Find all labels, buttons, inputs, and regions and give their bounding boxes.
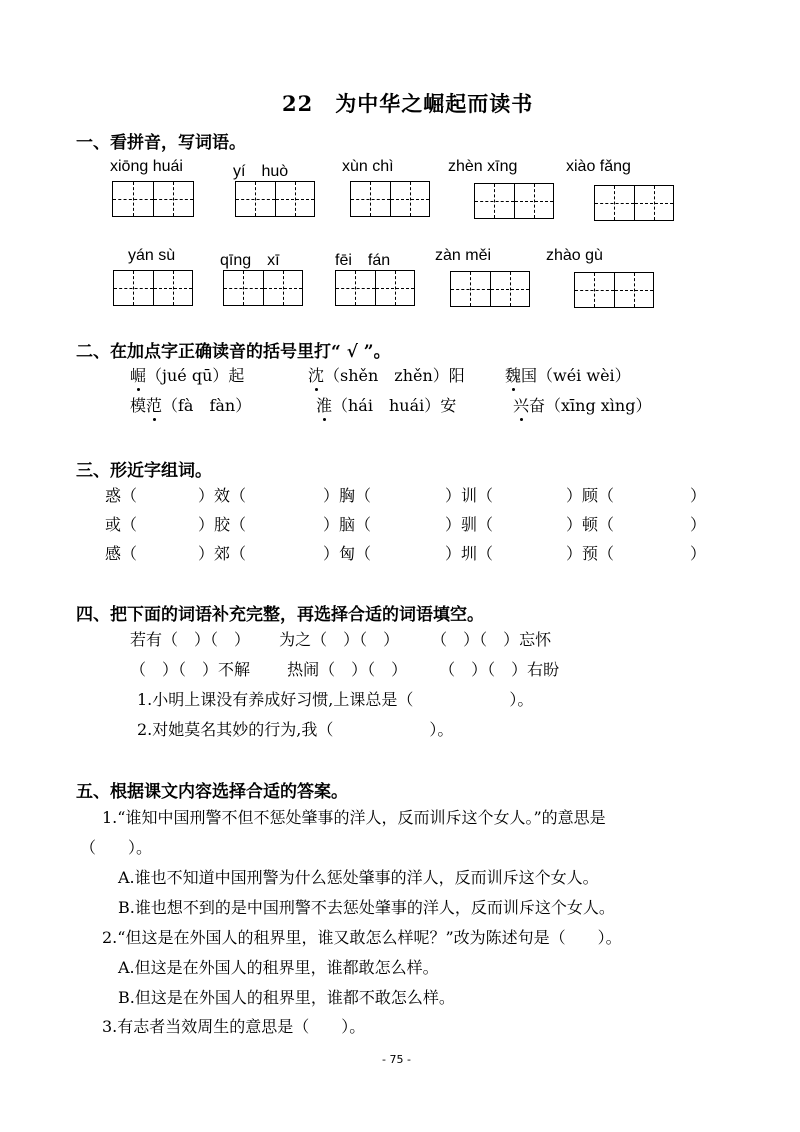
section-2-heading: 二、在加点字正确读音的括号里打“ √ ”。 <box>76 342 391 362</box>
pinyin-label: yí huò <box>233 163 289 180</box>
char-blank: ）效（ <box>198 486 247 505</box>
writing-grid[interactable] <box>594 185 674 221</box>
pinyin-label: zàn měi <box>435 247 492 264</box>
writing-grid[interactable] <box>113 270 193 306</box>
writing-grid[interactable] <box>450 271 530 307</box>
char-blank: ） <box>690 544 707 563</box>
fill-question: 2.对她莫名其妙的行为,我（ ）。 <box>137 720 454 739</box>
reading-item: 沈（shěn zhěn）阳 <box>308 366 465 385</box>
char-blank: ）郊（ <box>198 544 247 563</box>
char-blank: ）胸（ <box>323 486 372 505</box>
char-group-row <box>0 541 800 561</box>
section-4-heading: 四、把下面的词语补充完整，再选择合适的词语填空。 <box>76 605 484 625</box>
pinyin-label: qīng xī <box>220 252 280 269</box>
reading-item: 淮（hái huái）安 <box>316 396 457 415</box>
char-blank: ）圳（ <box>445 544 494 563</box>
reading-item: 兴奋（xīng xìng） <box>513 396 652 415</box>
char-blank: 感（ <box>105 544 138 563</box>
reading-item: 模范（fà fàn） <box>130 396 252 415</box>
reading-item: 魏国（wéi wèi） <box>505 366 631 385</box>
pinyin-label: zhèn xīng <box>448 158 518 175</box>
question: 3.有志者当效周生的意思是（ ）。 <box>102 1017 366 1036</box>
emphasis-dot <box>137 388 140 391</box>
writing-grid[interactable] <box>350 181 430 217</box>
option-a: A.但这是在外国人的租界里，谁都敢怎么样。 <box>118 958 439 977</box>
emphasis-dot <box>520 418 523 421</box>
char-blank: ）驯（ <box>445 515 494 534</box>
char-blank: ）预（ <box>566 544 615 563</box>
emphasis-dot <box>315 388 318 391</box>
writing-grid[interactable] <box>223 270 303 306</box>
char-blank: ）匈（ <box>323 544 372 563</box>
char-blank: 或（ <box>105 515 138 534</box>
pinyin-label: xiào fǎng <box>566 158 631 175</box>
char-blank: ）顾（ <box>566 486 615 505</box>
option-b: B.但这是在外国人的租界里，谁都不敢怎么样。 <box>118 988 455 1007</box>
idiom-line: 若有（ ）（ ） 为之（ ）（ ） （ ）（ ）忘怀 <box>130 630 552 649</box>
emphasis-dot <box>153 418 156 421</box>
writing-grid[interactable] <box>574 272 654 308</box>
option-b: B.谁也想不到的是中国刑警不去惩处肇事的洋人，反而训斥这个女人。 <box>118 898 615 917</box>
option-a: A.谁也不知道中国刑警为什么惩处肇事的洋人，反而训斥这个女人。 <box>118 868 599 887</box>
pinyin-label: fēi fán <box>335 252 391 269</box>
pinyin-label: yán sù <box>128 247 176 264</box>
char-group-row <box>0 512 800 532</box>
idiom-line: （ ）（ ）不解 热闹（ ）（ ） （ ）（ ）右盼 <box>130 660 560 679</box>
reading-item: 崛（jué qū）起 <box>130 366 245 385</box>
section-3-heading: 三、形近字组词。 <box>76 461 212 481</box>
char-blank: ）顿（ <box>566 515 615 534</box>
emphasis-dot <box>323 418 326 421</box>
pinyin-label: zhào gù <box>546 247 603 264</box>
section-1-heading: 一、看拼音，写词语。 <box>76 133 246 153</box>
section-5-heading: 五、根据课文内容选择合适的答案。 <box>76 782 348 802</box>
char-blank: ）脑（ <box>323 515 372 534</box>
answer-blank: （ ）。 <box>80 838 153 857</box>
char-blank: ）胶（ <box>198 515 247 534</box>
page-number: - 75 - <box>382 1053 411 1066</box>
question: 1.“谁知中国刑警不但不惩处肇事的洋人，反而训斥这个女人。”的意思是 <box>102 808 606 827</box>
fill-question: 1.小明上课没有养成好习惯,上课总是（ ）。 <box>137 690 534 709</box>
writing-grid[interactable] <box>335 270 415 306</box>
question: 2.“但这是在外国人的租界里，谁又敢怎么样呢？”改为陈述句是（ ）。 <box>102 928 622 947</box>
writing-grid[interactable] <box>235 181 315 217</box>
writing-grid[interactable] <box>474 183 554 219</box>
writing-grid[interactable] <box>112 181 194 217</box>
char-blank: ） <box>690 486 707 505</box>
pinyin-label: xiōng huái <box>110 158 183 175</box>
char-blank: 惑（ <box>105 486 138 505</box>
char-blank: ） <box>690 515 707 534</box>
char-blank: ）训（ <box>445 486 494 505</box>
pinyin-label: xùn chì <box>342 158 394 175</box>
emphasis-dot <box>512 388 515 391</box>
char-group-row <box>0 483 800 503</box>
page-title: 22 为中华之崛起而读书 <box>282 91 534 116</box>
